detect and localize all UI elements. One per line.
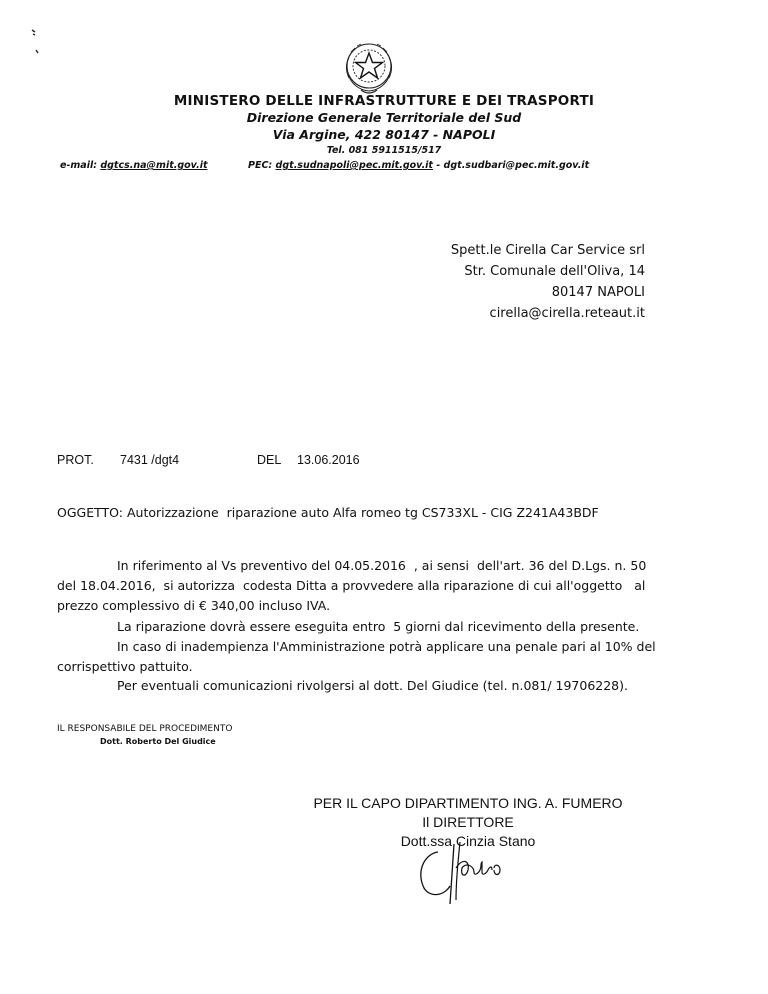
director-name: Dott.ssa Cinzia Stano	[400, 833, 536, 849]
recipient-street: Str. Comunale dell'Oliva, 14	[464, 264, 645, 279]
subject-line: OGGETTO: Autorizzazione riparazione auto Alfa romeo tg CS733XL - CIG Z241A43BDF	[57, 505, 599, 520]
scan-speck-marks	[30, 28, 42, 58]
pec-link[interactable]: dgt.sudnapoli@pec.mit.gov.it	[275, 160, 433, 171]
ministry-title: MINISTERO DELLE INFRASTRUTTURE E DEI TRASPORTI	[173, 93, 595, 109]
department-phone: Tel. 081 5911515/517	[326, 145, 442, 156]
body-line-2: del 18.04.2016, si autorizza codesta Ditta a provvedere alla riparazione di cui all'oggetto al	[57, 578, 646, 593]
email-contact	[60, 160, 208, 171]
director-title: Il DIRETTORE	[422, 814, 514, 830]
protocol-date: 13.06.2016	[297, 453, 360, 467]
pec-link-bari[interactable]: dgt.sudbari@pec.mit.gov.it	[443, 160, 590, 171]
body-line-1: In riferimento al Vs preventivo del 04.05.2016 , ai sensi dell'art. 36 del D.Lgs. n. 50	[117, 558, 647, 573]
handwritten-signature-icon	[410, 838, 530, 908]
body-line-5: In caso di inadempienza l'Amministrazione potrà applicare una penale pari al 10% del	[117, 639, 656, 654]
italian-republic-emblem-icon	[339, 38, 399, 98]
protocol-label: PROT.	[57, 453, 94, 467]
body-line-7: Per eventuali comunicazioni rivolgersi al dott. Del Giudice (tel. n.081/ 19706228).	[117, 678, 628, 693]
body-line-4: La riparazione dovrà essere eseguita entro 5 giorni dal ricevimento della presente.	[117, 619, 640, 634]
body-line-3: prezzo complessivo di € 340,00 incluso IVA.	[57, 598, 331, 613]
recipient-city: 80147 NAPOLI	[551, 285, 645, 300]
responsabile-name: Dott. Roberto Del Giudice	[100, 737, 216, 746]
protocol-date-label: DEL	[257, 453, 282, 467]
body-line-6: corrispettivo pattuito.	[57, 659, 193, 674]
email-label: e-mail:	[60, 160, 98, 171]
department-name: Direzione Generale Territoriale del Sud	[246, 110, 522, 125]
recipient-email: cirella@cirella.reteaut.it	[489, 306, 645, 321]
director-heading: PER IL CAPO DIPARTIMENTO ING. A. FUMERO	[313, 795, 623, 811]
department-address: Via Argine, 422 80147 - NAPOLI	[272, 127, 496, 142]
pec-label: PEC:	[248, 160, 273, 171]
responsabile-title: IL RESPONSABILE DEL PROCEDIMENTO	[57, 724, 233, 734]
protocol-number: 7431 /dgt4	[120, 453, 180, 467]
recipient-name: Spett.le Cirella Car Service srl	[450, 243, 645, 258]
pec-separator: -	[432, 160, 444, 171]
email-link[interactable]: dgtcs.na@mit.gov.it	[100, 160, 208, 171]
pec-contact	[248, 160, 589, 171]
